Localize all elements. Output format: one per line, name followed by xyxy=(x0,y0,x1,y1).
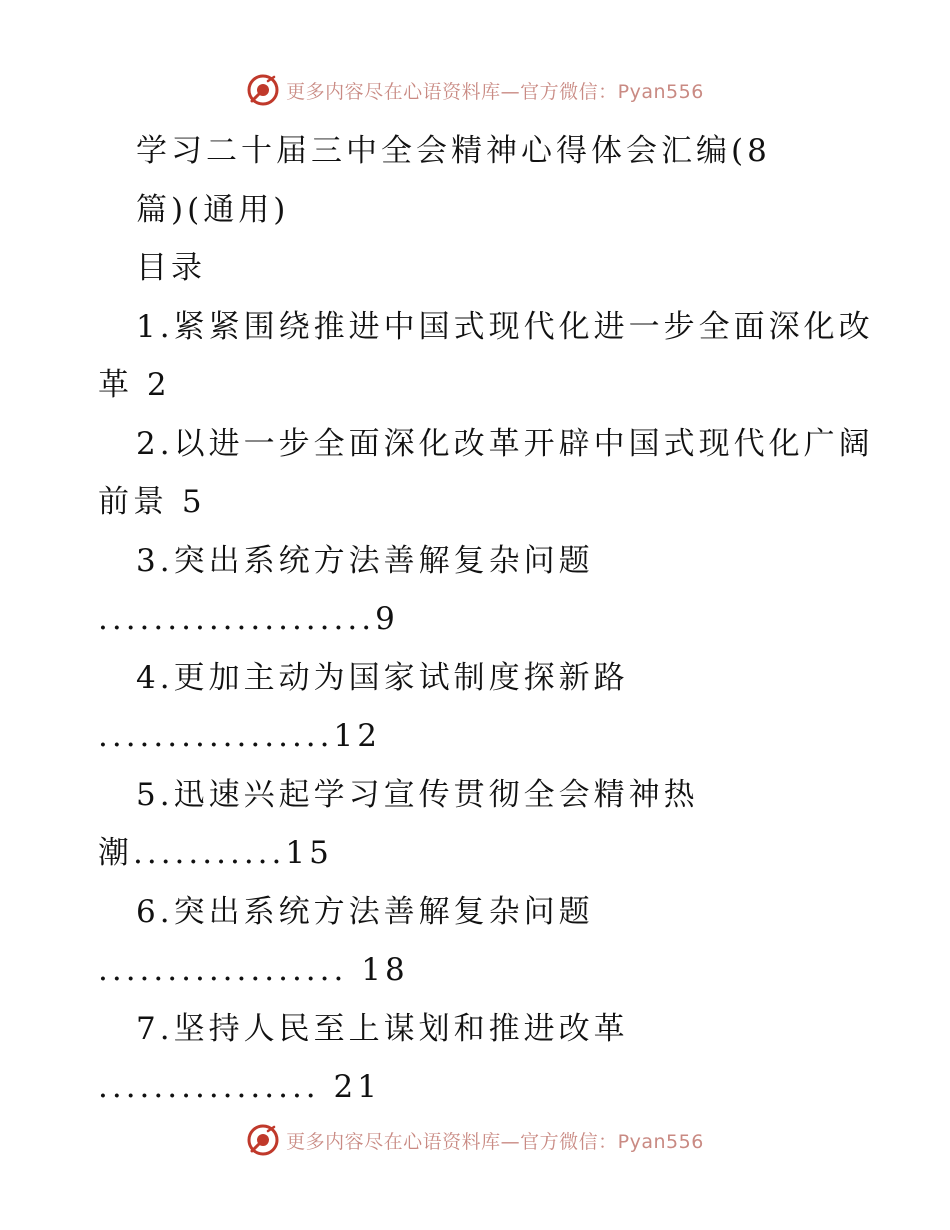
toc-entry-7: 7.坚持人民至上谋划和推进改革 xyxy=(136,1010,629,1047)
document-title-continued: 篇)(通用) xyxy=(136,191,290,228)
document-title: 学习二十届三中全会精神心得体会汇编(8 xyxy=(136,133,771,169)
document-body xyxy=(98,122,874,1117)
watermark-header xyxy=(0,70,950,110)
toc-entry-1: 1.紧紧围绕推进中国式现代化进一步全面深化改 xyxy=(136,308,874,345)
toc-entry-3: 3.突出系统方法善解复杂问题 xyxy=(136,542,594,579)
toc-entry-6-page: .................. 18 xyxy=(98,952,409,988)
toc-entry-4-page: .................12 xyxy=(98,718,381,754)
toc-entry-2-page: 前景 5 xyxy=(98,484,206,520)
toc-entry-3-page: ....................9 xyxy=(98,601,399,637)
brand-logo-icon xyxy=(246,73,280,107)
toc-entry-5-page: 潮...........15 xyxy=(98,835,333,871)
toc-entry-4: 4.更加主动为国家试制度探新路 xyxy=(136,659,629,696)
toc-entry-1-page: 革 2 xyxy=(98,367,171,403)
toc-entry-5: 5.迅速兴起学习宣传贯彻全会精神热 xyxy=(136,776,699,813)
watermark-text: 更多内容尽在心语资料库—官方微信：Pyan556 xyxy=(286,1130,704,1153)
brand-logo-icon xyxy=(246,1123,280,1157)
toc-entry-7-page: ................ 21 xyxy=(98,1069,381,1105)
toc-entry-6: 6.突出系统方法善解复杂问题 xyxy=(136,893,594,930)
toc-entry-2: 2.以进一步全面深化改革开辟中国式现代化广阔 xyxy=(136,425,874,462)
watermark-footer xyxy=(0,1120,950,1160)
watermark-text: 更多内容尽在心语资料库—官方微信：Pyan556 xyxy=(286,80,704,103)
toc-heading: 目录 xyxy=(136,250,206,286)
